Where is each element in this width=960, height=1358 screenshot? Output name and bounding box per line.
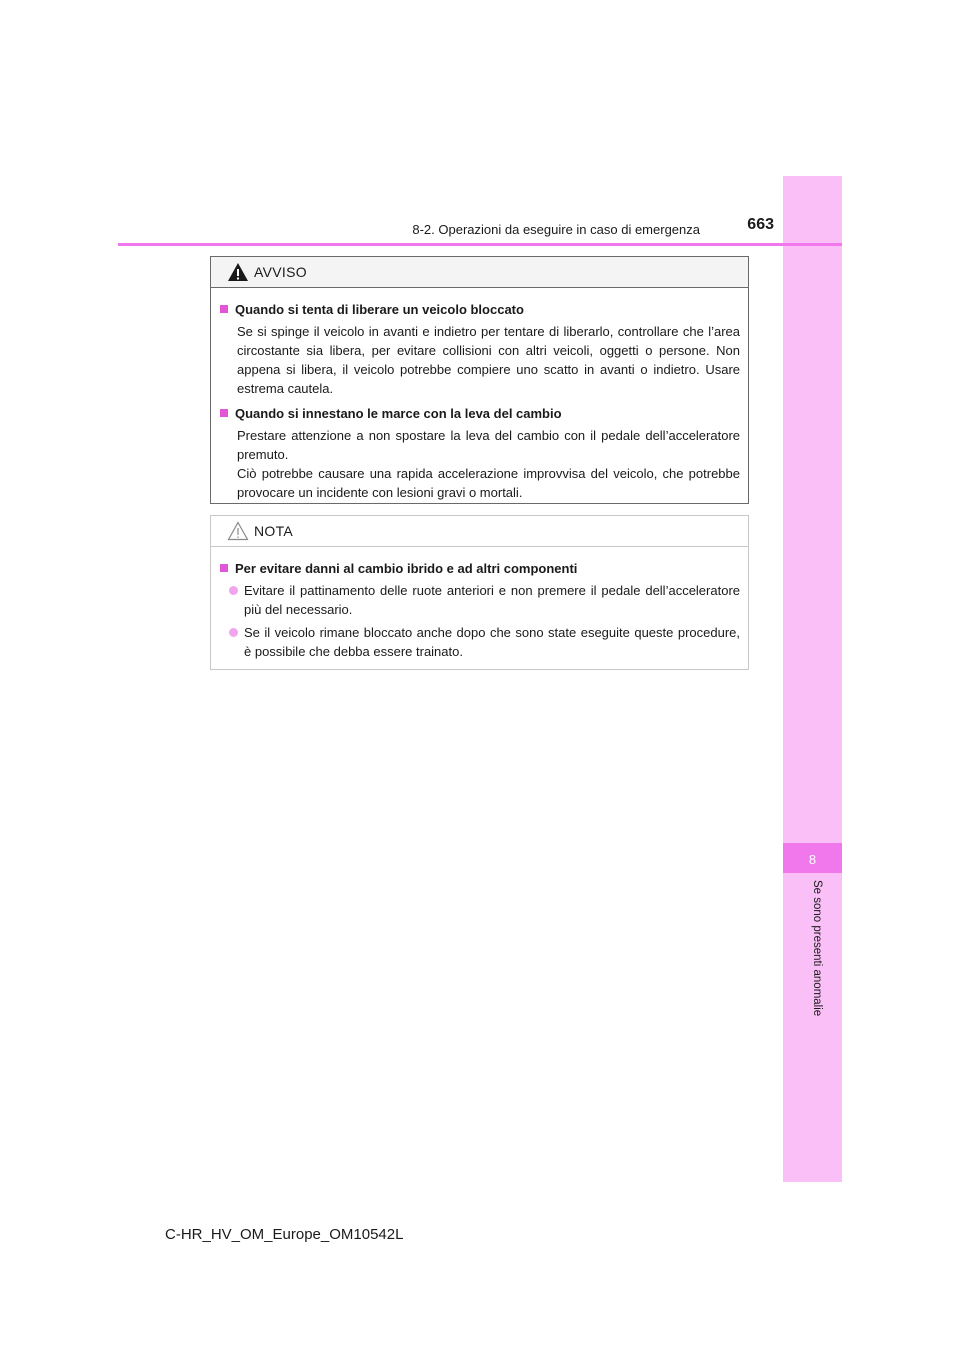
note-title: NOTA [254, 523, 294, 539]
warning-header [211, 257, 748, 288]
note-bullet-item: Evitare il pattinamento delle ruote anteriori e non premere il pedale dell’acceleratore più del necessario. [220, 581, 740, 619]
warning-title: AVVISO [254, 264, 307, 280]
square-bullet-icon [220, 305, 228, 313]
warning-triangle-icon [227, 262, 249, 282]
round-bullet-icon [229, 586, 238, 595]
warning-item-heading: Quando si innestano le marce con la leva del cambio [220, 404, 740, 423]
note-box [210, 515, 749, 670]
chapter-number: 8 [808, 852, 817, 867]
document-code: C-HR_HV_OM_Europe_OM10542L [165, 1226, 404, 1243]
note-heading: Per evitare danni al cambio ibrido e ad altri componenti [220, 559, 740, 578]
warning-triangle-outline-icon [227, 521, 249, 541]
square-bullet-icon [220, 564, 228, 572]
header-rule [118, 243, 842, 246]
warning-item-text: Prestare attenzione a non spostare la leva del cambio con il pedale dell’acceleratore premuto. [237, 428, 740, 462]
round-bullet-icon [229, 628, 238, 637]
warning-item-heading: Quando si tenta di liberare un veicolo bloccato [220, 300, 740, 319]
warning-body [211, 288, 748, 502]
warning-box [210, 256, 749, 504]
warning-item-text: Se si spinge il veicolo in avanti e indietro per tentare di liberarlo, controllare che l’area circostante sia libera, per evitare collisioni con altri veicoli, oggetti o persone. Non appena si libera, il veicolo potrebbe compiere uno scatto in avanti o indietro. Usare estrema cautela. [237, 324, 740, 396]
chapter-label: Se sono presenti anomalie [811, 880, 823, 1017]
warning-item-text: Ciò potrebbe causare una rapida accelerazione improvvisa del veicolo, che potrebbe provocare un incidente con lesioni gravi o mortali. [237, 466, 740, 500]
square-bullet-icon [220, 409, 228, 417]
note-body [211, 547, 748, 661]
note-bullet-item: Se il veicolo rimane bloccato anche dopo che sono state eseguite queste procedure, è possibile che debba essere trainato. [220, 623, 740, 661]
note-header [211, 516, 748, 547]
page-number: 663 [747, 216, 774, 233]
section-title: 8-2. Operazioni da eseguire in caso di emergenza [412, 222, 700, 237]
